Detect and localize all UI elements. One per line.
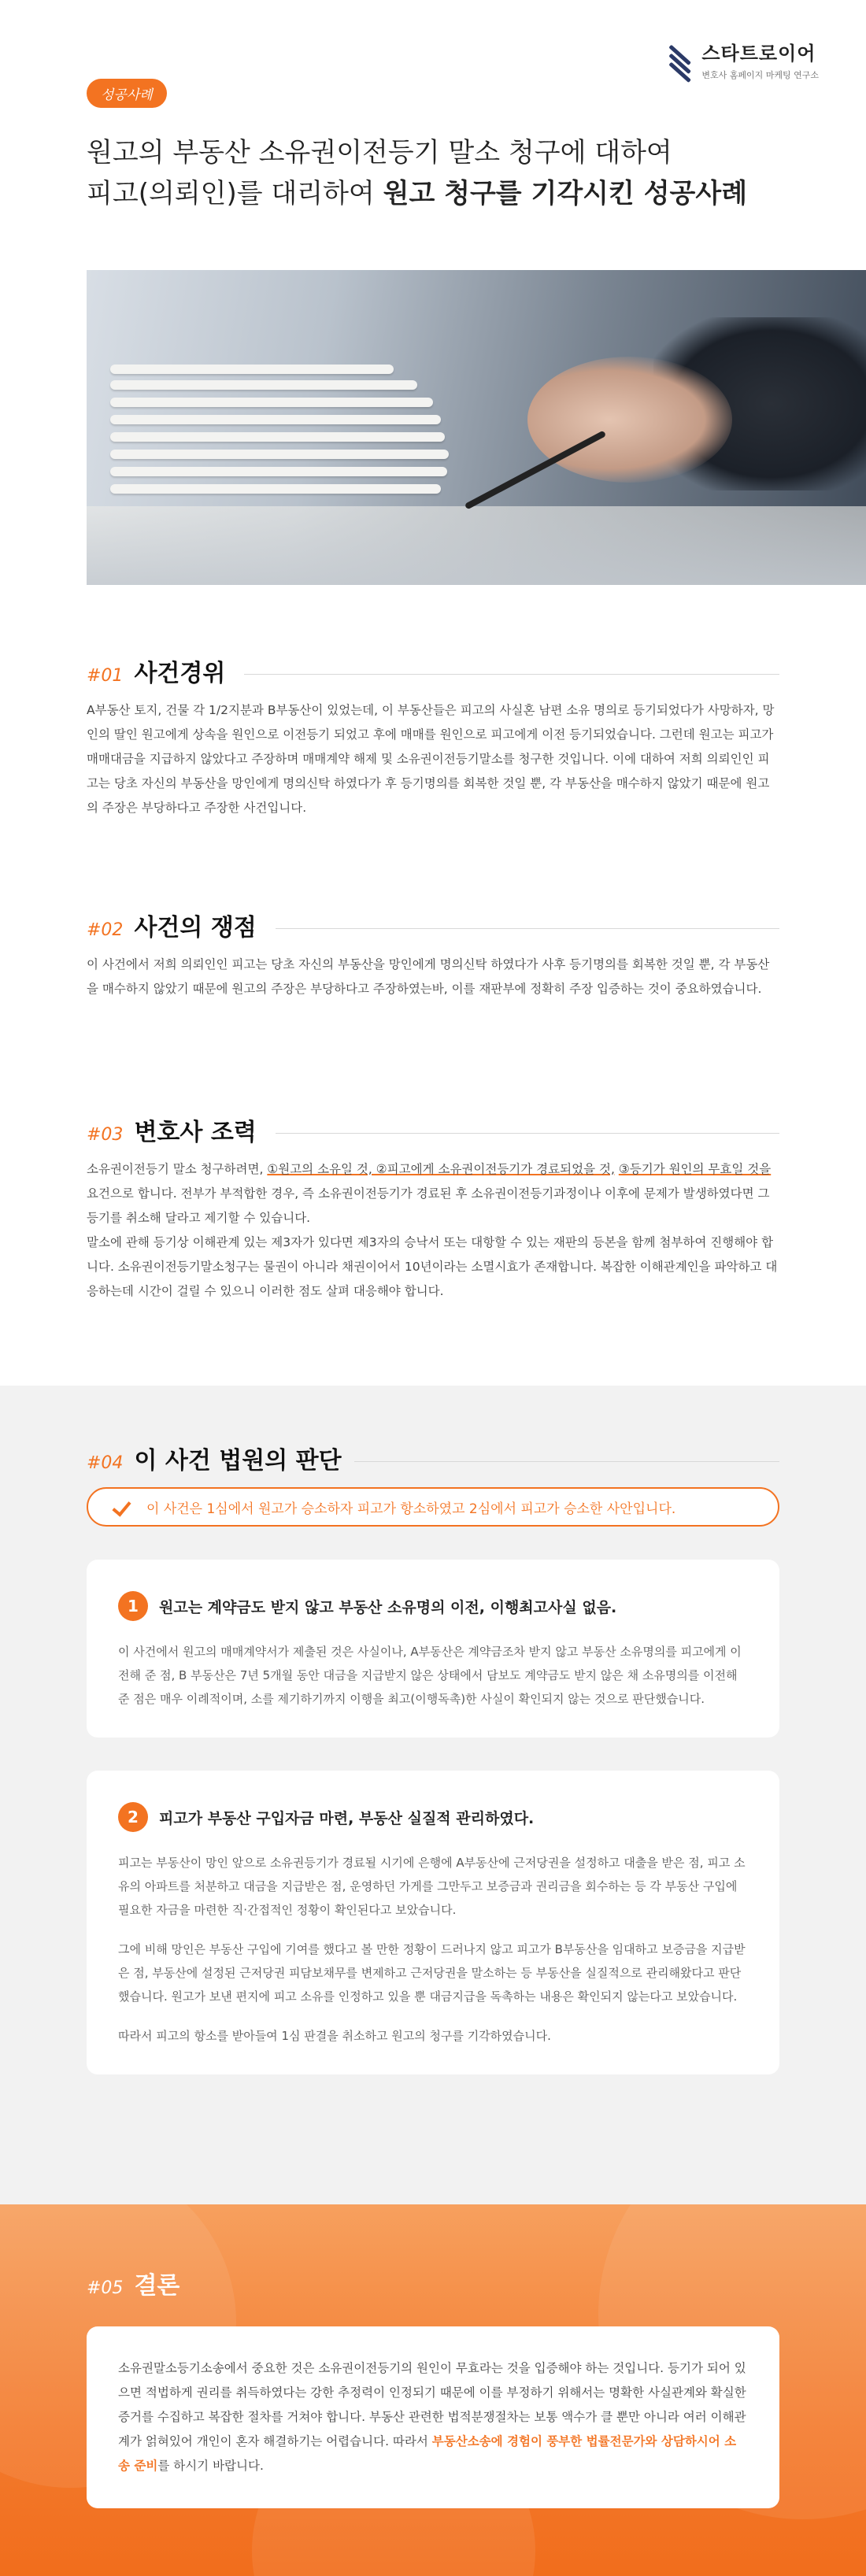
card-body <box>118 1640 748 1711</box>
title-line-2-bold: 원고 청구를 기각시킨 성공사례 <box>383 178 748 209</box>
section-body: 이 사건에서 저희 의뢰인인 피고는 당초 자신의 부동산을 망인에게 명의신탁 하였다가 사후 등기명의를 회복한 것일 뿐, 각 부동산을 매수하지 않았기 때문에 원고의 주장은 부당하다고 주장하였는바, 이를 재판부에 정확히 주장 입증하는 것이 중요하였습니다. <box>87 957 770 996</box>
section-title: 변호사 조력 <box>134 1119 257 1146</box>
card-paragraph: 피고는 부동산이 망인 앞으로 소유권등기가 경료될 시기에 은행에 A부동산에 근저당권을 설정하고 대출을 받은 점, 피고 소유의 아파트를 처분하고 대금을 지급받은 점, 운영하던 가게를 그만두고 보증금과 권리금을 회수하는 등 각 부동산 구입에 필요한 자금을 마련한 직·간접적인 정황이 확인된다고 보았습니다. <box>118 1856 746 1917</box>
brand-name: 스타트로이어 <box>701 43 816 65</box>
page-title <box>87 132 747 214</box>
conclusion-accent: 부동산소송에 경험이 풍부한 법률전문가와 상담하시어 소송 준비 <box>118 2434 737 2473</box>
card-title: 원고는 계약금도 받지 않고 부동산 소유명의 이전, 이행최고사실 없음. <box>159 1598 617 1616</box>
title-line-1: 원고의 부동산 소유권이전등기 말소 청구에 대하여 <box>87 137 672 168</box>
body-text: 요건으로 합니다. 전부가 부적합한 경우, 즉 소유권이전등기가 경료된 후 소유권이전등기과정이나 이후에 문제가 발생하였다면 그 등기를 취소해 달라고 제기할 수 있습니다. <box>87 1186 770 1225</box>
card-paragraph: 따라서 피고의 항소를 받아들여 1심 판결을 취소하고 원고의 청구를 기각하였습니다. <box>118 2029 551 2043</box>
section-title: 결론 <box>134 2272 180 2300</box>
number-badge: 2 <box>118 1802 148 1832</box>
conclusion-text: 소유권말소등기소송에서 중요한 것은 소유권이전등기의 원인이 무효라는 것을 입증해야 하는 것입니다. 등기가 되어 있으면 적법하게 권리를 취득하였다는 강한 추정력이 인정되기 때문에 이를 부정하기 위해서는 명확한 사실관계와 확실한 증거를 수집하고 복잡한 절차를 거쳐야 합니다. 부동산 관련한 법적분쟁절차는 보통 액수가 클 뿐만 아니라 여러 이해관계가 얽혀있어 개인이 혼자 해결하기는 어렵습니다. 따라서 <box>118 2361 746 2448</box>
notice-text: 이 사건은 1심에서 원고가 승소하자 피고가 항소하였고 2심에서 피고가 승소한 사안입니다. <box>146 1501 676 1517</box>
header <box>0 0 866 268</box>
section-court-judgment <box>87 1441 779 2074</box>
hero-image <box>87 270 866 585</box>
judgment-card-2 <box>87 1771 779 2074</box>
section-case-background <box>87 653 779 820</box>
section-issues <box>87 908 779 1001</box>
notice-banner <box>87 1487 779 1527</box>
category-tag: 성공사례 <box>87 79 167 108</box>
body-text: 말소에 관해 등기상 이해관계 있는 제3자가 있다면 제3자의 승낙서 또는 대항할 수 있는 재판의 등본을 함께 첨부하여 진행해야 합니다. 소유권이전등기말소청구는 물권이 아니라 채권이어서 10년이라는 소멸시효가 존재합니다. 복잡한 이해관계인을 파악하고 대응하는데 시간이 걸릴 수 있으니 이러한 점도 살펴 대응해야 합니다. <box>87 1235 778 1298</box>
section-number: #01 <box>87 666 124 686</box>
section-body <box>87 1157 779 1304</box>
title-line-2-plain: 피고(의뢰인)를 대리하여 <box>87 178 383 209</box>
card-title: 피고가 부동산 구입자금 마련, 부동산 실질적 관리하였다. <box>159 1809 535 1827</box>
section-number: #04 <box>87 1453 124 1473</box>
card-paragraph: 그에 비해 망인은 부동산 구입에 기여를 했다고 볼 만한 정황이 드러나지 않고 피고가 B부동산을 임대하고 보증금을 지급받은 점, 부동산에 설정된 근저당권 피담보채무를 변제하고 근저당권을 말소하는 등 부동산을 실질적으로 관리해왔다고 판단했습니다. 원고가 보낸 편지에 피고 소유를 인정하고 있을 뿐 대금지급을 독촉하는 내용은 확인되지 않는다고 보았습니다. <box>118 1942 746 2004</box>
divider <box>354 1461 779 1462</box>
section-conclusion-head <box>87 2266 179 2300</box>
card-paragraph: 이 사건에서 원고의 매매계약서가 제출된 것은 사실이나, A부동산은 계약금조차 받지 않고 부동산 소유명의를 피고에게 이전해 준 점, B 부동산은 7년 5개월 동안 대금을 지급받지 않은 상태에서 담보도 계약금도 받지 않은 채 소유명의를 이전해 준 점은 매우 이례적이며, 소를 제기하기까지 이행을 최고(이행독촉)한 사실이 확인되지 않는 것으로 판단했습니다. <box>118 1645 742 1706</box>
judgment-card-1 <box>87 1560 779 1738</box>
divider <box>276 1133 779 1134</box>
brand-logo[interactable] <box>667 38 819 81</box>
body-text: 소유권이전등기 말소 청구하려면, <box>87 1162 268 1176</box>
number-badge: 1 <box>118 1591 148 1621</box>
section-number: #03 <box>87 1125 124 1145</box>
section-number: #05 <box>87 2278 124 2298</box>
brand-subtitle: 변호사 홈페이지 마케팅 연구소 <box>701 70 819 80</box>
conclusion-text: 를 하시기 바랍니다. <box>157 2459 264 2473</box>
title-line-2 <box>87 173 747 214</box>
section-title: 사건경위 <box>134 660 226 687</box>
section-title: 이 사건 법원의 판단 <box>134 1447 342 1475</box>
highlight-requirements-1: ①원고의 소유일 것, ②피고에게 소유권이전등기가 경료되었을 것, <box>267 1162 615 1176</box>
section-lawyer-assistance <box>87 1112 779 1304</box>
divider <box>244 674 779 675</box>
card-body <box>118 1851 748 2048</box>
divider <box>276 928 779 929</box>
section-title: 사건의 쟁점 <box>134 914 257 942</box>
highlight-requirements-2: ③등기가 원인의 무효일 것을 <box>618 1162 772 1176</box>
section-body: A부동산 토지, 건물 각 1/2지분과 B부동산이 있었는데, 이 부동산들은 피고의 사실혼 남편 소유 명의로 등기되었다가 사망하자, 망인의 딸인 원고에게 상속을 원인으로 이전등기 되었고 후에 매매를 원인으로 피고에게 이전 등기되었습니다. 그런데 원고는 피고가 매매대금을 지급하지 않았다고 주장하며 매매계약 해제 및 소유권이전등기말소를 청구한 것입니다. 이에 대하여 저희 의뢰인인 피고는 당초 자신의 부동산을 망인에게 명의신탁 하였다가 후 등기명의를 회복한 것일 뿐, 각 부동산을 매수하지 않았기 때문에 원고의 주장은 부당하다고 주장한 사건입니다. <box>87 703 775 815</box>
check-icon <box>112 1497 132 1517</box>
conclusion-card <box>87 2326 779 2508</box>
section-number: #02 <box>87 920 124 940</box>
logo-mark-icon <box>667 43 694 77</box>
